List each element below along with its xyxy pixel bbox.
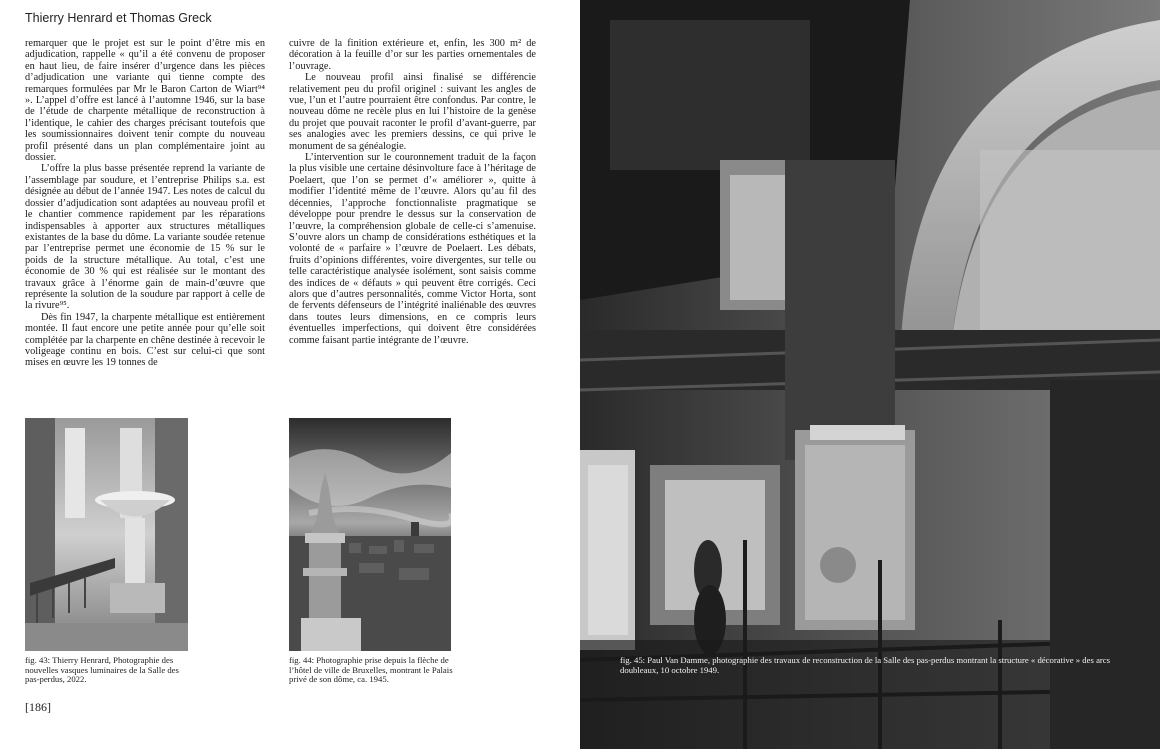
- figure-43-caption: fig. 43: Thierry Henrard, Photographie des nouvelles vasques luminaires de la Salle des pas-perdus, 2022.: [25, 655, 179, 685]
- figure-43-photo: [25, 418, 188, 651]
- paragraph: Le nouveau profil ainsi finalisé se différencie relativement peu du profil originel : suivant les angles de vue, l’un et l’autre pourraient être confondus. Par contre, le nouveau dôme ne recèle plus en lui l’histoire de la genèse du projet que pouvait raconter le profil d’avant-guerre, par ses analogies avec les premiers dessins, ce qui prive le monument de sa généalogie.: [289, 72, 536, 152]
- page-number: [186]: [25, 700, 51, 714]
- paragraph: cuivre de la finition extérieure et, enfin, les 300 m² de décoration à la feuille d’or sur les parties ornementales de l’ouvrage.: [289, 38, 536, 72]
- figure-45-photo: [580, 0, 1160, 749]
- text-column-right: [289, 38, 536, 346]
- paragraph: L’intervention sur le couronnement traduit de la façon la plus visible une certaine désinvolture face à l’héritage de Poelaert, que l’on se permet d’« améliorer », quitte à modifier l’identité même de l’œuvre. Alors qu’au fil des décennies, l’approche fonctionnaliste pragmatique se développe pour prendre le dessus sur la conservation de l’œuvre, la compréhension globale de celle-ci s’amenuise. S’ouvre alors un champ de considérations esthétiques et la volonté de « parfaire » l’œuvre de Poelaert. Les débats, fruits d’opinions différentes, voire divergentes, sur telle ou telle caractéristique analysée isolément, sont saisis comme des indices de « défauts » qui peuvent être corrigés. Ceci alors que d’autres personnalités, comme Victor Horta, sont de fervents défenseurs de l’intégrité inaliénable des œuvres dans toutes leurs dimensions, en ce compris leurs éventuelles imperfections, qui doivent être considérées comme faisant partie intégrante de l’œuvre.: [289, 152, 536, 346]
- paragraph: Dès fin 1947, la charpente métallique est entièrement montée. Il faut encore une petite année pour qu’elle soit complétée par la charpente en chêne destinée à recevoir le voligeage continu en bois. C’est sur celui-ci que sont mises en œuvre les 19 tonnes de: [25, 311, 265, 369]
- figure-44-caption: fig. 44: Photographie prise depuis la flèche de l’hôtel de ville de Bruxelles, montrant le Palais privé de son dôme, ca. 1945.: [289, 655, 453, 685]
- figure-45-caption: fig. 45: Paul Van Damme, photographie des travaux de reconstruction de la Salle des pas-perdus montrant la structure « décorative » des arcs doubleaux, 10 octobre 1949.: [620, 655, 1111, 675]
- figure-44-photo: [289, 418, 451, 651]
- running-header: Thierry Henrard et Thomas Greck: [25, 11, 212, 25]
- paragraph: remarquer que le projet est sur le point d’être mis en adjudication, rappelle « qu’il a été convenu de proposer en haut lieu, de faire insérer d’urgence dans les pièces d’adjudication une variante qui tienne compte des remarques formulées par Mr le Baron Carton de Wiart⁹⁴ ». L’appel d’offre est lancé à l’automne 1946, sur la base de l’étude de charpente métallique de reconstruction à l’identique, le cahier des charges précisant toutefois que les soumissionnaires doivent tenir compte du nouveau profil présenté dans un plan complémentaire joint au dossier.: [25, 38, 265, 164]
- text-column-left: [25, 38, 265, 369]
- paragraph: L’offre la plus basse présentée reprend la variante de l’assemblage par soudure, et l’entreprise Philips s.a. est désignée au début de l’année 1947. Les notes de calcul du dossier d’adjudication sont adaptées au nouveau profil et le chantier commence rapidement par les réparations indispensables à apporter aux structures métalliques existantes de la base du dôme. La variante soudée retenue par l’entreprise permet une économie de 15 % sur le poids de la structure métallique. Au total, c’est une économie de 30 % qui est réalisée sur le montant des travaux grâce à l’énorme gain de main-d’œuvre que représente la solution de la soudure par rapport à celle de la rivure⁹⁵.: [25, 163, 265, 312]
